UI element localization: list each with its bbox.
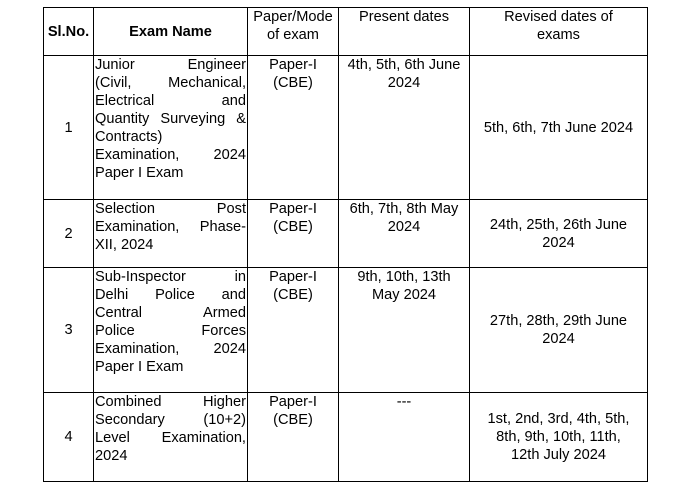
revised-line: 2024	[542, 331, 575, 347]
exam-name-line: Secondary (10+2)	[95, 412, 246, 428]
row-mode	[248, 268, 339, 393]
mode-line: Paper-I	[269, 394, 317, 410]
header-sl-no: Sl.No.	[44, 8, 94, 56]
row-exam-name	[94, 268, 248, 393]
present-line: 6th, 7th, 8th May	[349, 201, 459, 217]
row-exam-name	[94, 56, 248, 200]
present-line: May 2024	[371, 287, 437, 303]
table-row	[44, 393, 648, 482]
exam-name-line: Junior Engineer	[95, 57, 246, 73]
exam-name-line: Contracts)	[95, 129, 163, 145]
row-sl-no: 1	[44, 56, 94, 200]
header-present-dates: Present dates	[339, 8, 470, 56]
revised-line: 27th, 28th, 29th June	[489, 313, 628, 329]
mode-line: Paper-I	[269, 57, 317, 73]
row-mode	[248, 393, 339, 482]
revised-line: 1st, 2nd, 3rd, 4th, 5th,	[487, 411, 630, 427]
exam-name-line: Level Examination,	[95, 430, 246, 446]
row-revised-dates	[470, 56, 648, 200]
present-line: 2024	[387, 75, 421, 91]
exam-name-line: Central Armed	[95, 305, 246, 321]
present-line: ---	[396, 394, 412, 410]
exam-name-line: Police Forces	[95, 323, 246, 339]
exam-name-line: Examination, 2024	[95, 341, 246, 357]
present-line: 4th, 5th, 6th June	[347, 57, 461, 73]
exam-schedule-table	[43, 7, 648, 482]
row-present-dates	[339, 56, 470, 200]
exam-name-line: Paper I Exam	[95, 359, 184, 375]
revised-line: 2024	[542, 234, 575, 251]
header-revised-dates	[470, 8, 648, 56]
row-mode	[248, 200, 339, 268]
row-mode	[248, 56, 339, 200]
row-revised-dates	[470, 200, 648, 268]
header-mode-line: Paper/Mode	[253, 9, 333, 25]
table-header-row	[44, 8, 648, 56]
revised-line: 12th July 2024	[511, 447, 606, 463]
mode-line: (CBE)	[273, 75, 313, 91]
table-row	[44, 200, 648, 268]
exam-name-line: 2024	[95, 448, 128, 464]
exam-name-line: Examination, 2024	[95, 147, 246, 163]
row-present-dates	[339, 200, 470, 268]
row-sl-no: 4	[44, 393, 94, 482]
header-mode-line: of exam	[267, 27, 319, 43]
exam-name-line: (Civil, Mechanical,	[95, 75, 246, 91]
row-exam-name	[94, 200, 248, 268]
table-row	[44, 268, 648, 393]
exam-name-line: Quantity Surveying &	[95, 111, 246, 127]
row-sl-no: 2	[44, 200, 94, 268]
mode-line: Paper-I	[269, 201, 317, 217]
mode-line: Paper-I	[269, 269, 317, 285]
header-revised-line: Revised dates of	[504, 9, 613, 25]
row-revised-dates	[470, 393, 648, 482]
exam-name-line: Selection Post	[95, 201, 246, 217]
row-revised-dates	[470, 268, 648, 393]
row-sl-no: 3	[44, 268, 94, 393]
exam-name-line: Electrical and	[95, 93, 246, 109]
table-row	[44, 56, 648, 200]
present-line: 9th, 10th, 13th	[357, 269, 451, 285]
exam-name-line: Combined Higher	[95, 394, 246, 410]
row-present-dates	[339, 268, 470, 393]
header-revised-line: exams	[537, 27, 580, 43]
revised-line: 5th, 6th, 7th June 2024	[483, 119, 634, 136]
mode-line: (CBE)	[273, 219, 313, 235]
present-line: 2024	[387, 219, 421, 235]
row-present-dates	[339, 393, 470, 482]
exam-name-line: XII, 2024	[95, 237, 154, 253]
row-exam-name	[94, 393, 248, 482]
exam-name-line: Paper I Exam	[95, 165, 184, 181]
exam-name-line: Delhi Police and	[95, 287, 246, 303]
exam-name-line: Sub-Inspector in	[95, 269, 246, 285]
header-mode	[248, 8, 339, 56]
exam-name-line: Examination, Phase-	[95, 219, 246, 235]
revised-line: 24th, 25th, 26th June	[489, 216, 628, 233]
header-exam-name: Exam Name	[94, 8, 248, 56]
mode-line: (CBE)	[273, 412, 313, 428]
mode-line: (CBE)	[273, 287, 313, 303]
revised-line: 8th, 9th, 10th, 11th,	[496, 429, 621, 445]
